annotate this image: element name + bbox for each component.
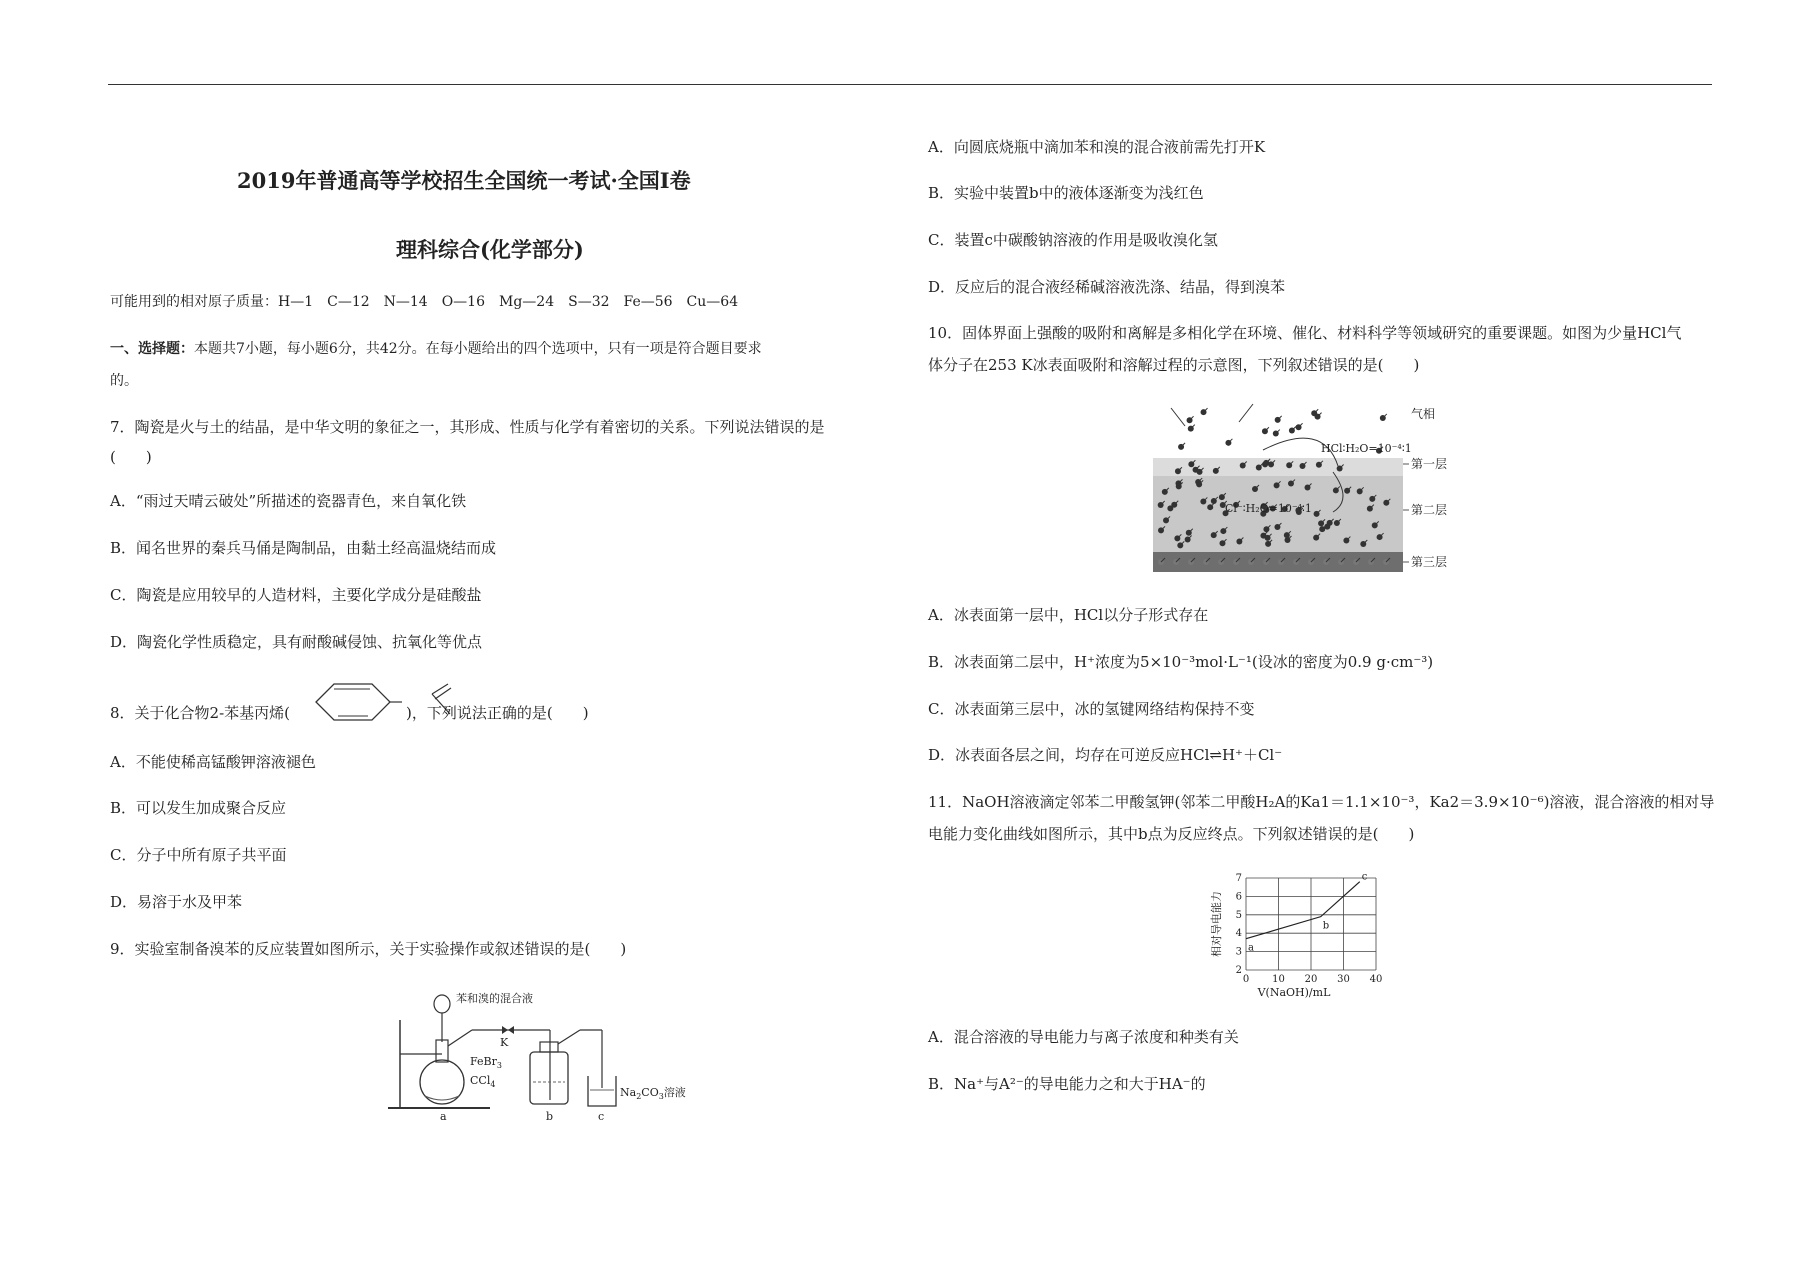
q8-option-b: B．可以发生加成聚合反应 [110, 799, 287, 817]
q9-stem: 9．实验室制备溴苯的反应装置如图所示，关于实验操作或叙述错误的是( ) [110, 940, 627, 958]
bottle-stopper [540, 1042, 558, 1052]
round-bottom-flask [420, 1060, 464, 1104]
point-label-b: b [1322, 920, 1330, 932]
water-molecule-icon [1225, 439, 1232, 446]
q8-stem-pre: 8．关于化合物2-苯基丙烯( [110, 704, 291, 722]
hcl-ratio-label: HCl∶H₂O=10⁻⁴∶1 [1321, 442, 1412, 455]
q7-option-d: D．陶瓷化学性质稳定，具有耐酸碱侵蚀、抗氧化等优点 [110, 633, 483, 651]
incoming-arrow [1171, 408, 1185, 426]
q7-stem-line1: 7．陶瓷是火与土的结晶，是中华文明的象征之一，其形成、性质与化学有着密切的关系。下列说法错误的是 [110, 418, 825, 436]
water-molecule-icon [1273, 430, 1280, 437]
q7-option-b: B．闻名世界的秦兵马俑是陶制品，由黏土经高温烧结而成 [110, 539, 497, 557]
chart-annotations [1248, 872, 1368, 954]
layer-three-label: 第三层 [1411, 555, 1448, 569]
layer-one-label: 第一层 [1411, 457, 1448, 471]
q9-option-d: D．反应后的混合液经稀碱溶液洗涤、结晶，得到溴苯 [928, 278, 1286, 296]
bromobenzene-apparatus [380, 990, 760, 1120]
ice-surface-diagram [1153, 400, 1473, 580]
q9-option-b: B．实验中装置b中的液体逐渐变为浅红色 [928, 184, 1204, 202]
water-molecule-icon [1275, 416, 1282, 423]
gas-phase-label: 气相 [1411, 407, 1436, 421]
q11-option-b: B．Na⁺与A²⁻的导电能力之和大于HA⁻的 [928, 1075, 1206, 1093]
q7-option-a: A．“雨过天晴云破处”所描述的瓷器青色，来自氧化铁 [110, 492, 467, 510]
outlet-tube [558, 1030, 580, 1044]
solution-label: $Na_2CO_3$溶液 [620, 1086, 686, 1101]
chart-grid [1246, 878, 1376, 970]
y-tick-label: 5 [1235, 909, 1242, 921]
y-tick-label: 6 [1235, 891, 1242, 903]
x-axis-label: V(NaOH)/mL [1257, 986, 1331, 999]
incoming-arrow [1239, 404, 1253, 422]
chart-ticks [1236, 873, 1383, 985]
y-tick-label: 4 [1235, 928, 1242, 940]
top-rule [108, 84, 1712, 85]
y-tick-label: 2 [1235, 965, 1242, 976]
q8-option-a: A．不能使稀高锰酸钾溶液褪色 [110, 753, 316, 771]
exam-subtitle: 理科综合(化学部分) [396, 237, 584, 262]
side-chain-double-bond [435, 688, 451, 699]
section-intro-line2: 的。 [110, 373, 138, 389]
q11-stem-line1: 11．NaOH溶液滴定邻苯二甲酸氢钾(邻苯二甲酸H₂A的Ka1＝1.1×10⁻³，Ka2＝3.9×10⁻⁶)溶液，混合溶液的相对导 [928, 793, 1715, 811]
x-tick-label: 10 [1272, 974, 1285, 985]
q9-option-c: C．装置c中碳酸钠溶液的作用是吸收溴化氢 [928, 231, 1218, 249]
section-heading: 一、选择题： [110, 341, 194, 357]
solvent-label: CCl$_4$ [470, 1074, 496, 1089]
x-tick-label: 20 [1304, 974, 1318, 985]
y-tick-label: 7 [1235, 873, 1242, 884]
y-axis-label: 相对导电能力 [1210, 891, 1223, 957]
q10-option-d: D．冰表面各层之间，均存在可逆反应HCl⇌H⁺＋Cl⁻ [928, 746, 1283, 764]
y-tick-label: 3 [1235, 946, 1242, 958]
label-b: b [546, 1110, 554, 1120]
x-tick-label: 0 [1242, 974, 1250, 985]
q8-option-c: C．分子中所有原子共平面 [110, 846, 287, 864]
water-molecule-icon [1380, 414, 1387, 421]
water-molecule-icon [1262, 427, 1269, 434]
q11-option-a: A．混合溶液的导电能力与离子浓度和种类有关 [928, 1028, 1239, 1046]
x-tick-label: 40 [1369, 974, 1383, 985]
funnel-label: 苯和溴的混合液 [456, 992, 533, 1005]
water-molecule-icon [1289, 426, 1296, 433]
q10-stem-line1: 10．固体界面上强酸的吸附和离解是多相化学在环境、催化、材料科学等领域研究的重要课题。如图为少量HCl气 [928, 324, 1682, 342]
catalyst-label: FeBr$_3$ [470, 1055, 502, 1070]
flask-liquid [425, 1096, 459, 1100]
label-a: a [440, 1110, 447, 1120]
water-molecule-icon [1201, 408, 1208, 415]
valve-label: K [500, 1036, 509, 1049]
point-label-a: a [1248, 942, 1254, 954]
section-intro-line1 [110, 340, 762, 358]
dropping-funnel [434, 995, 450, 1013]
q10-option-b: B．冰表面第二层中，H⁺浓度为5×10⁻³mol·L⁻¹(设冰的密度为0.9 g·cm⁻³) [928, 653, 1434, 671]
q7-stem-line2: ( ) [110, 448, 152, 466]
layer-two-label: 第二层 [1411, 503, 1448, 517]
side-tube [448, 1030, 472, 1046]
cl-ratio-label: Cl⁻∶H₂O=10⁻⁴∶1 [1225, 502, 1312, 515]
conductivity-chart [1210, 870, 1390, 1000]
series-line [1246, 882, 1360, 939]
q11-stem-line2: 电能力变化曲线如图所示，其中b点为反应终点。下列叙述错误的是( ) [928, 825, 1415, 843]
label-c: c [598, 1110, 605, 1120]
atomic-masses: 可能用到的相对原子质量：H—1 C—12 N—14 O—16 Mg—24 S—32 Fe—56 Cu—64 [110, 294, 739, 310]
q10-option-c: C．冰表面第三层中，冰的氢键网络结构保持不变 [928, 700, 1255, 718]
x-tick-label: 30 [1337, 974, 1350, 985]
point-label-c: c [1361, 871, 1368, 883]
flask-neck [436, 1040, 448, 1062]
side-chain-bond [432, 684, 448, 694]
q10-stem-line2: 体分子在253 K冰表面吸附和溶解过程的示意图，下列叙述错误的是( ) [928, 356, 1420, 374]
valve-k-icon [502, 1026, 514, 1034]
water-molecule-icon [1178, 443, 1185, 450]
water-molecule-icon [1187, 416, 1194, 423]
q9-option-a: A．向圆底烧瓶中滴加苯和溴的混合液前需先打开K [928, 138, 1266, 156]
q10-option-a: A．冰表面第一层中，HCl以分子形式存在 [928, 606, 1209, 624]
q8-option-d: D．易溶于水及甲苯 [110, 893, 243, 911]
q7-option-c: C．陶瓷是应用较早的人造材料，主要化学成分是硅酸盐 [110, 586, 482, 604]
water-molecule-icon [1296, 423, 1303, 430]
water-molecule-icon [1188, 425, 1195, 432]
exam-title: 2019年普通高等学校招生全国统一考试·全国Ⅰ卷 [237, 168, 691, 193]
section-intro-text: 本题共7小题，每小题6分，共42分。在每小题给出的四个选项中，只有一项是符合题目要求 [194, 341, 762, 357]
q8-stem-post: )，下列说法正确的是( ) [406, 704, 589, 722]
wash-bottle-b [530, 1052, 568, 1104]
